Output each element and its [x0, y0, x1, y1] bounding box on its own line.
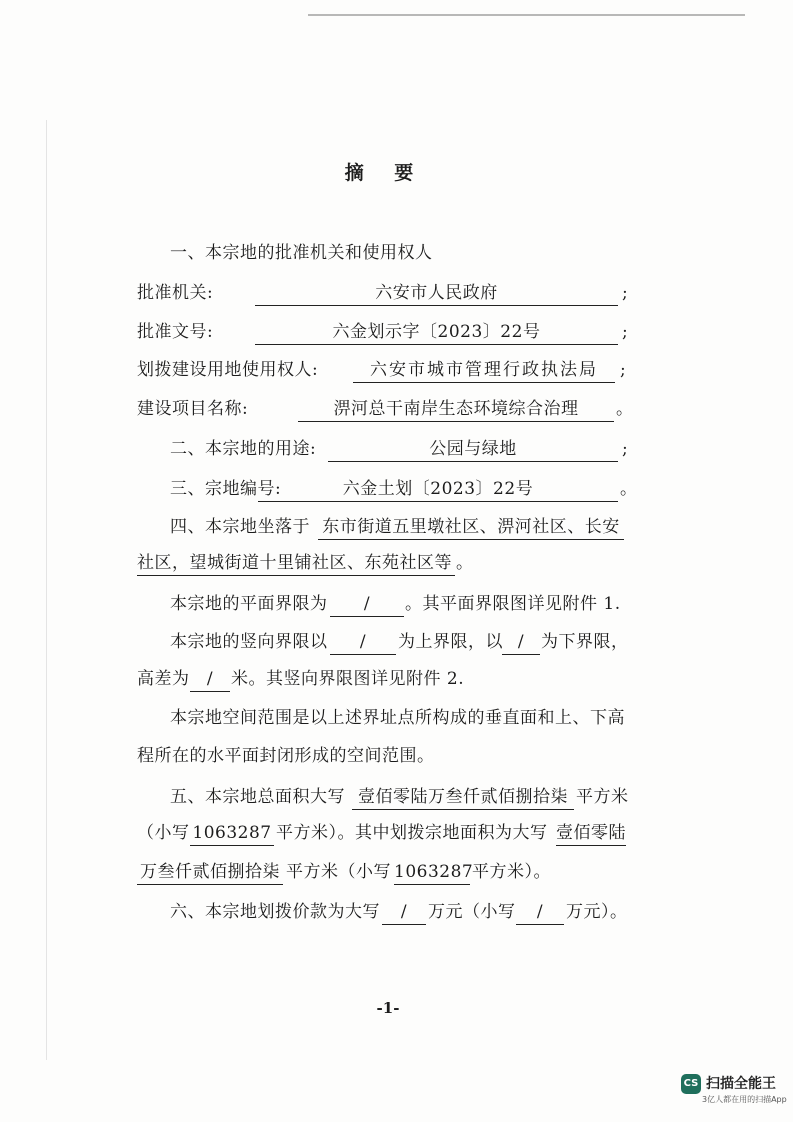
price-prefix: 六、本宗地划拨价款为大写 — [170, 902, 380, 922]
price-mid: 万元（小写 — [428, 902, 516, 922]
camscanner-brand: 扫描全能王 — [706, 1076, 776, 1092]
vertical-boundary-prefix: 本宗地的竖向界限以 — [170, 632, 328, 652]
land-user-value: 六安市城市管理行政执法局 — [353, 360, 615, 383]
land-user-end: ; — [620, 360, 627, 380]
page-title: 摘 要 — [344, 162, 422, 184]
project-name-end: 。 — [616, 399, 634, 419]
approval-authority-end: ; — [622, 283, 629, 303]
space-range-line1: 本宗地空间范围是以上述界址点所构成的垂直面和上、下高 — [170, 708, 625, 728]
space-range-line2: 程所在的水平面封闭形成的空间范围。 — [137, 746, 435, 766]
price-end: 万元）。 — [566, 902, 628, 922]
area-total-upper: 壹佰零陆万叁仟贰佰捌拾柒 — [352, 787, 574, 810]
area-total-number: 1063287 — [190, 823, 274, 846]
price-number-value: / — [516, 902, 564, 925]
vertical-boundary-suffix: 为下界限， — [541, 632, 629, 652]
height-diff-suffix: 米。其竖向界限图详见附件 2. — [231, 669, 465, 689]
area-unit1: 平方米 — [576, 787, 629, 807]
parcel-no-value: 六金土划〔2023〕22号 — [258, 479, 618, 502]
area-paren-open: （小写 — [137, 823, 190, 843]
parcel-no-label: 三、宗地编号: — [170, 479, 282, 499]
land-user-label: 划拨建设用地使用权人: — [137, 360, 319, 380]
location-value-line1: 东市街道五里墩社区、淠河社区、长安 — [318, 517, 624, 540]
land-use-value: 公园与绿地 — [328, 439, 618, 462]
area-alloc-number: 1063287 — [394, 862, 470, 885]
approval-doc-end: ; — [622, 322, 629, 342]
land-use-end: ; — [622, 439, 629, 459]
camscanner-tagline: 3亿人都在用的扫描App — [702, 1095, 787, 1104]
area-mid: 平方米）。其中划拨宗地面积为大写 — [276, 823, 548, 843]
area-alloc-upper-part2: 万叁仟贰佰捌拾柒 — [137, 862, 283, 885]
land-use-label: 二、本宗地的用途: — [170, 439, 317, 459]
area-unit2: 平方米（小写 — [286, 862, 391, 882]
area-prefix: 五、本宗地总面积大写 — [170, 787, 345, 807]
plane-boundary-suffix: 。其平面界限图详见附件 1. — [405, 594, 621, 614]
plane-boundary-value: / — [330, 594, 404, 617]
parcel-no-end: 。 — [620, 479, 638, 499]
location-end: 。 — [456, 553, 474, 573]
project-name-label: 建设项目名称: — [137, 399, 249, 419]
height-diff-prefix: 高差为 — [137, 669, 190, 689]
location-value-line2: 社区，望城街道十里铺社区、东苑社区等 — [137, 553, 455, 576]
height-diff-value: / — [190, 669, 230, 692]
vertical-upper-value: / — [330, 632, 396, 655]
plane-boundary-prefix: 本宗地的平面界限为 — [170, 594, 328, 614]
scan-edge-line — [308, 14, 745, 16]
approval-doc-value: 六金划示字〔2023〕22号 — [255, 322, 618, 345]
page-number: -1- — [376, 999, 400, 1017]
approval-authority-label: 批准机关: — [137, 283, 214, 303]
scan-shadow-line — [46, 120, 47, 1060]
area-alloc-upper-part1: 壹佰零陆 — [556, 823, 626, 846]
project-name-value: 淠河总干南岸生态环境综合治理 — [298, 399, 614, 422]
location-label: 四、本宗地坐落于 — [170, 517, 310, 537]
approval-authority-value: 六安市人民政府 — [255, 283, 618, 306]
vertical-boundary-mid: 为上界限，以 — [398, 632, 503, 652]
vertical-lower-value: / — [502, 632, 540, 655]
camscanner-logo-icon: CS — [681, 1074, 701, 1094]
section1-heading: 一、本宗地的批准机关和使用权人 — [170, 243, 433, 263]
area-end: 平方米）。 — [472, 862, 551, 882]
approval-doc-label: 批准文号: — [137, 322, 214, 342]
price-upper-value: / — [382, 902, 426, 925]
